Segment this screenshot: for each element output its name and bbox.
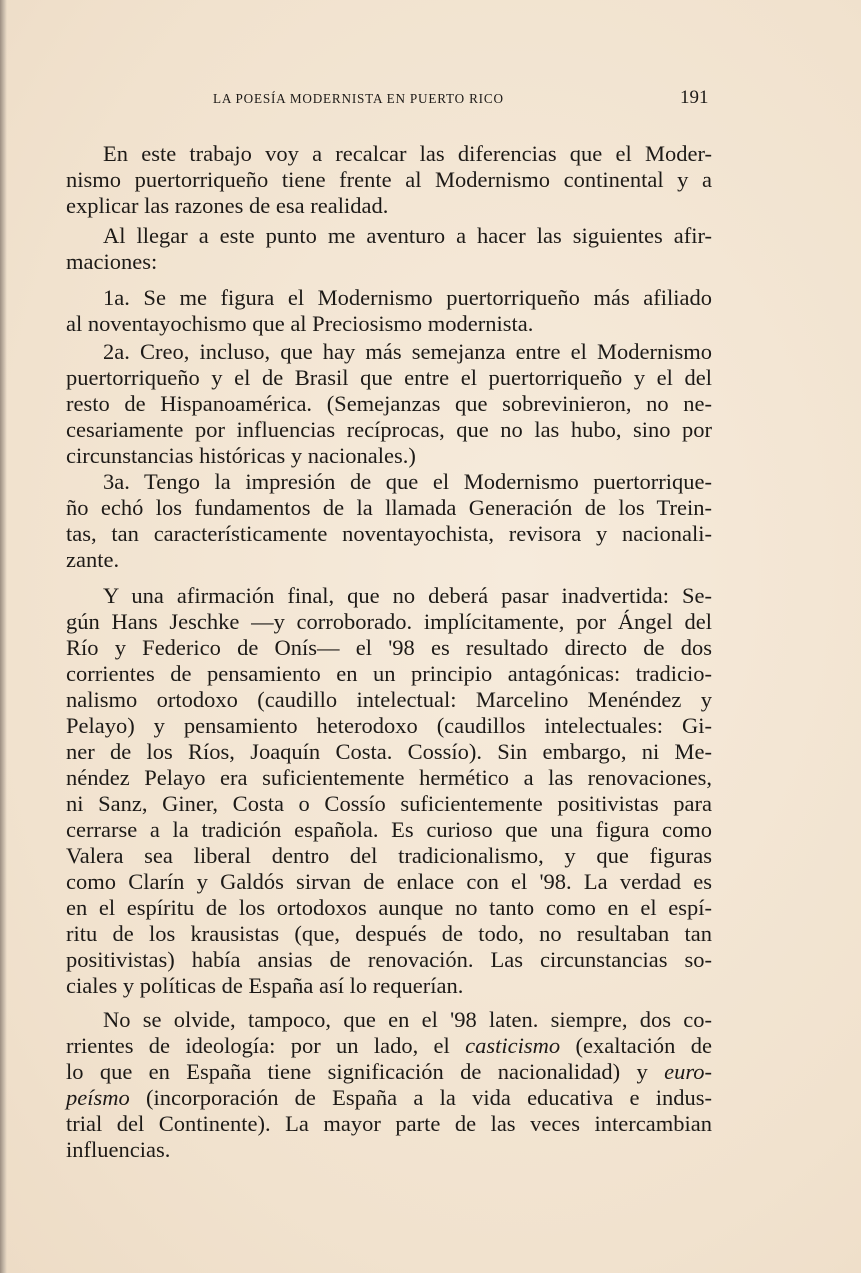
text-line: zante. xyxy=(66,547,120,572)
text-line: corrientes de pensamiento en un principio antagónicas: tradicio- xyxy=(66,661,712,686)
text-line: néndez Pelayo era suficientemente hermético a las renovaciones, xyxy=(66,765,712,790)
text-line: ño echó los fundamentos de la llamada Generación de los Trein- xyxy=(66,495,712,520)
text-line: Y una afirmación final, que no deberá pasar inadvertida: Se- xyxy=(103,583,712,608)
italic-term-europeismo-start: euro- xyxy=(664,1059,712,1084)
text-line: tas, tan característicamente noventayochista, revisora y nacionali- xyxy=(66,521,712,546)
text-run: rrientes de ideología: por un lado, el xyxy=(66,1033,450,1058)
text-line: 1a. Se me figura el Modernismo puertorriqueño más afiliado xyxy=(103,285,712,310)
italic-term-europeismo-end: peísmo xyxy=(66,1085,130,1110)
text-line: 2a. Creo, incluso, que hay más semejanza entre el Modernismo xyxy=(103,339,712,364)
text-line: trial del Continente). La mayor parte de las veces intercambian xyxy=(66,1111,712,1136)
running-title: LA POESÍA MODERNISTA EN PUERTO RICO xyxy=(213,91,504,106)
text-line xyxy=(66,1085,712,1111)
text-line: ni Sanz, Giner, Costa o Cossío suficientemente positivistas para xyxy=(66,791,712,816)
text-line: como Clarín y Galdós sirvan de enlace con el '98. La verdad es xyxy=(66,869,712,894)
text-line: gún Hans Jeschke —y corroborado. implícitamente, por Ángel del xyxy=(66,609,712,634)
text-line: resto de Hispanoamérica. (Semejanzas que sobrevinieron, no ne- xyxy=(66,391,712,416)
text-line: puertorriqueño y el de Brasil que entre el puertorriqueño y el del xyxy=(66,365,712,390)
page-number: 191 xyxy=(680,87,709,108)
text-line: nismo puertorriqueño tiene frente al Modernismo continental y a xyxy=(66,167,712,192)
text-line: circunstancias históricas y nacionales.) xyxy=(66,443,416,468)
text-line: En este trabajo voy a recalcar las diferencias que el Moder- xyxy=(103,141,712,166)
text-line: explicar las razones de esa realidad. xyxy=(66,193,389,218)
text-line: Río y Federico de Onís— el '98 es resultado directo de dos xyxy=(66,635,712,660)
text-line: ciales y políticas de España así lo requerían. xyxy=(66,973,464,998)
text-line: en el espíritu de los ortodoxos aunque no tanto como en el espí- xyxy=(66,895,712,920)
text-line: ritu de los krausistas (que, después de todo, no resultaban tan xyxy=(66,921,712,946)
text-line: ner de los Ríos, Joaquín Costa. Cossío). Sin embargo, ni Me- xyxy=(66,739,712,764)
text-run: lo que en España tiene significación de nacionalidad) y xyxy=(66,1059,648,1084)
italic-term-casticismo: casticismo xyxy=(465,1033,561,1058)
page-spine-shadow xyxy=(0,0,7,1273)
text-line: cerrarse a la tradición española. Es curioso que una figura como xyxy=(66,817,712,842)
text-line: Al llegar a este punto me aventuro a hacer las siguientes afir- xyxy=(103,223,712,248)
text-line xyxy=(66,1059,712,1085)
text-run: (incorporación de España a la vida educativa e indus- xyxy=(146,1085,712,1110)
text-line: Valera sea liberal dentro del tradicionalismo, y que figuras xyxy=(66,843,712,868)
text-line: No se olvide, tampoco, que en el '98 laten. siempre, dos co- xyxy=(103,1007,712,1032)
text-line: nalismo ortodoxo (caudillo intelectual: Marcelino Menéndez y xyxy=(66,687,712,712)
text-line xyxy=(66,1033,712,1059)
text-line: maciones: xyxy=(66,249,158,274)
text-line: cesariamente por influencias recíprocas, que no las hubo, sino por xyxy=(66,417,712,442)
text-line: 3a. Tengo la impresión de que el Modernismo puertorrique- xyxy=(103,469,712,494)
text-line: positivistas) había ansias de renovación. Las circunstancias so- xyxy=(66,947,712,972)
text-line: al noventayochismo que al Preciosismo modernista. xyxy=(66,311,534,336)
text-line: Pelayo) y pensamiento heterodoxo (caudillos intelectuales: Gi- xyxy=(66,713,712,738)
text-line: influencias. xyxy=(66,1137,171,1162)
text-run: (exaltación de xyxy=(575,1033,713,1058)
